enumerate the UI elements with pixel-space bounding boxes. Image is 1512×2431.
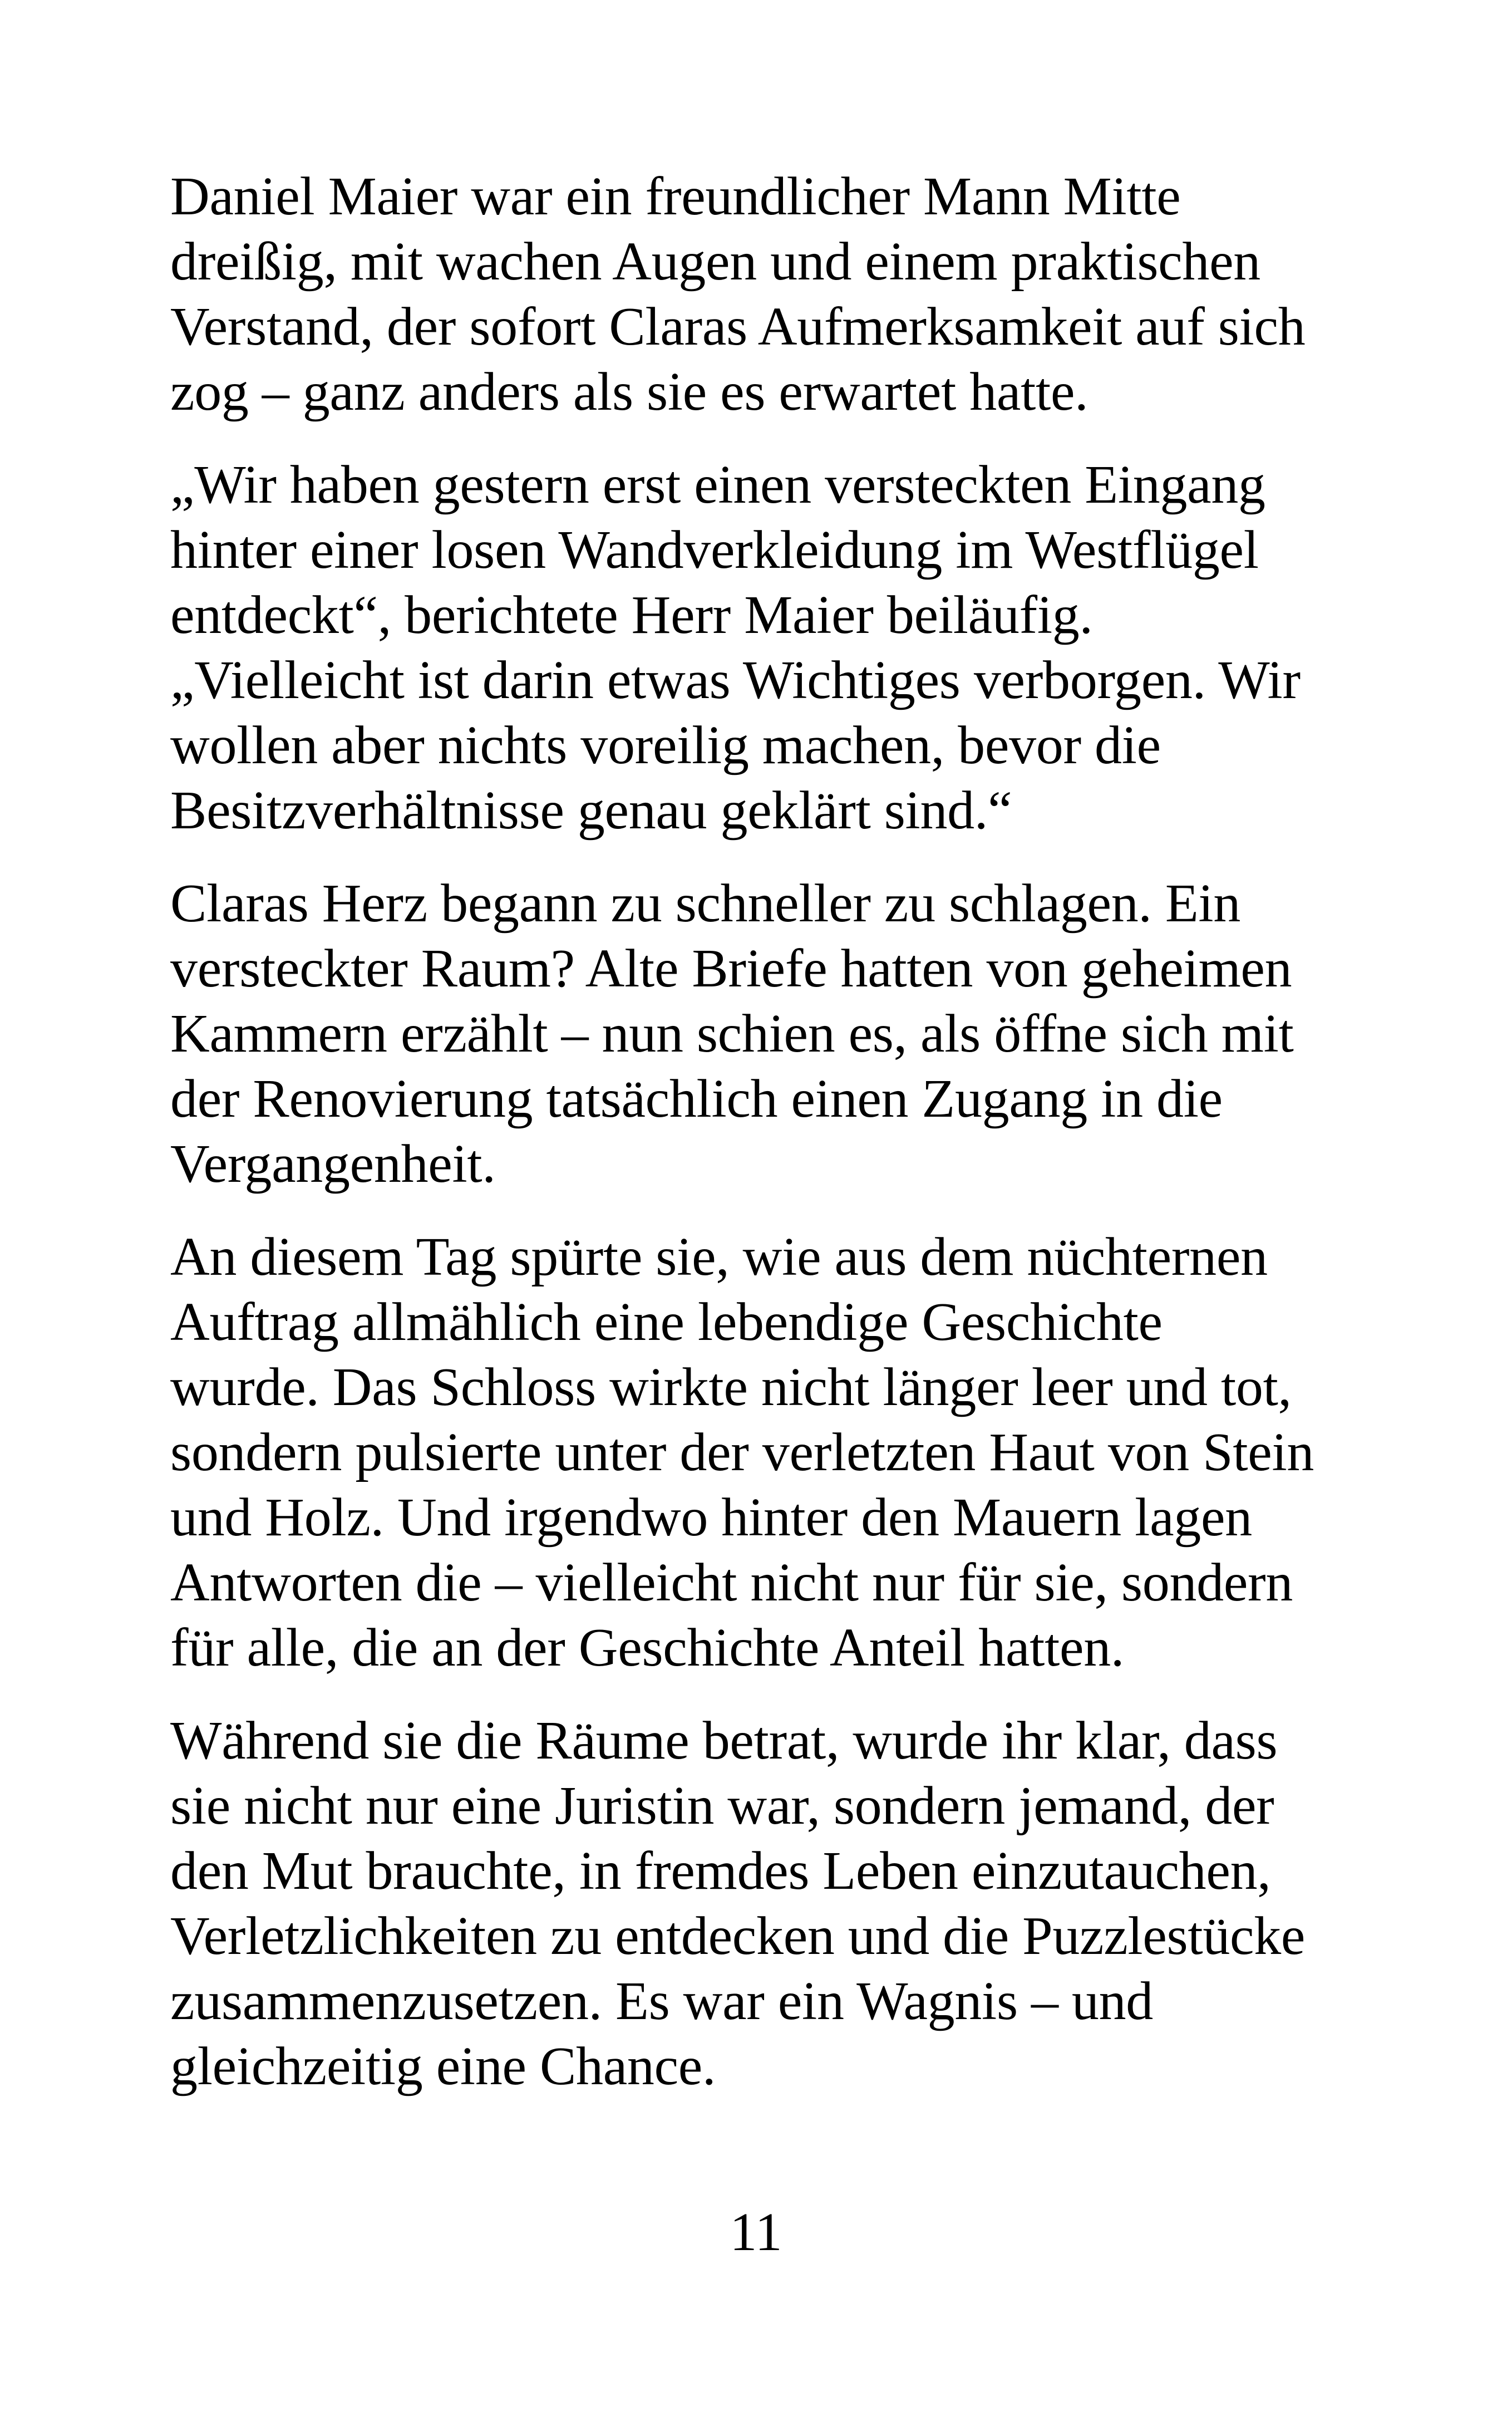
text-line: Claras Herz begann zu schneller zu schlagen. Ein [170, 873, 1241, 934]
text-line: An diesem Tag spürte sie, wie aus dem nüchternen [170, 1227, 1268, 1287]
text-line: versteckter Raum? Alte Briefe hatten von geheimen [170, 939, 1292, 999]
text-line: „Vielleicht ist darin etwas Wichtiges verborgen. Wir [170, 650, 1301, 710]
text-line: Auftrag allmählich eine lebendige Geschichte [170, 1292, 1163, 1352]
text-line: Vergangenheit. [170, 1134, 496, 1194]
text-line: sie nicht nur eine Juristin war, sondern jemand, der [170, 1776, 1274, 1836]
paragraph-1 [170, 164, 1372, 425]
text-line: Antworten die – vielleicht nicht nur für sie, sondern [170, 1553, 1293, 1613]
text-line: dreißig, mit wachen Augen und einem praktischen [170, 232, 1260, 292]
text-line: „Wir haben gestern erst einen versteckten Eingang [170, 455, 1265, 515]
text-line: Daniel Maier war ein freundlicher Mann Mitte [170, 166, 1181, 227]
text-line: Besitzverhältnisse genau geklärt sind.“ [170, 780, 1012, 841]
text-line: zusammenzusetzen. Es war ein Wagnis – und [170, 1971, 1154, 2031]
paragraph-3 [170, 871, 1372, 1197]
text-line: Während sie die Räume betrat, wurde ihr klar, dass [170, 1711, 1278, 1771]
text-line: entdeckt“, berichtete Herr Maier beiläufig. [170, 585, 1093, 645]
text-line: den Mut brauchte, in fremdes Leben einzutauchen, [170, 1841, 1271, 1901]
text-line: Verletzlichkeiten zu entdecken und die Puzzlestücke [170, 1906, 1306, 1966]
paragraph-2 [170, 453, 1372, 843]
text-line: hinter einer losen Wandverkleidung im Westflügel [170, 520, 1259, 580]
text-line: Kammern erzählt – nun schien es, als öffne sich mit [170, 1004, 1294, 1064]
text-line: der Renovierung tatsächlich einen Zugang in die [170, 1069, 1223, 1129]
body-text [170, 164, 1372, 2127]
text-line: zog – ganz anders als sie es erwartet hatte. [170, 362, 1089, 422]
paragraph-5 [170, 1708, 1372, 2099]
text-line: und Holz. Und irgendwo hinter den Mauern lagen [170, 1487, 1252, 1548]
text-line: sondern pulsierte unter der verletzten Haut von Stein [170, 1422, 1314, 1482]
text-line: Verstand, der sofort Claras Aufmerksamkeit auf sich [170, 297, 1306, 357]
text-line: wurde. Das Schloss wirkte nicht länger leer und tot, [170, 1357, 1292, 1417]
text-line: wollen aber nichts voreilig machen, bevor die [170, 715, 1161, 775]
paragraph-4 [170, 1225, 1372, 1681]
page-number: 11 [730, 2202, 782, 2262]
text-line: für alle, die an der Geschichte Anteil hatten. [170, 1618, 1125, 1678]
text-line: gleichzeitig eine Chance. [170, 2036, 716, 2096]
